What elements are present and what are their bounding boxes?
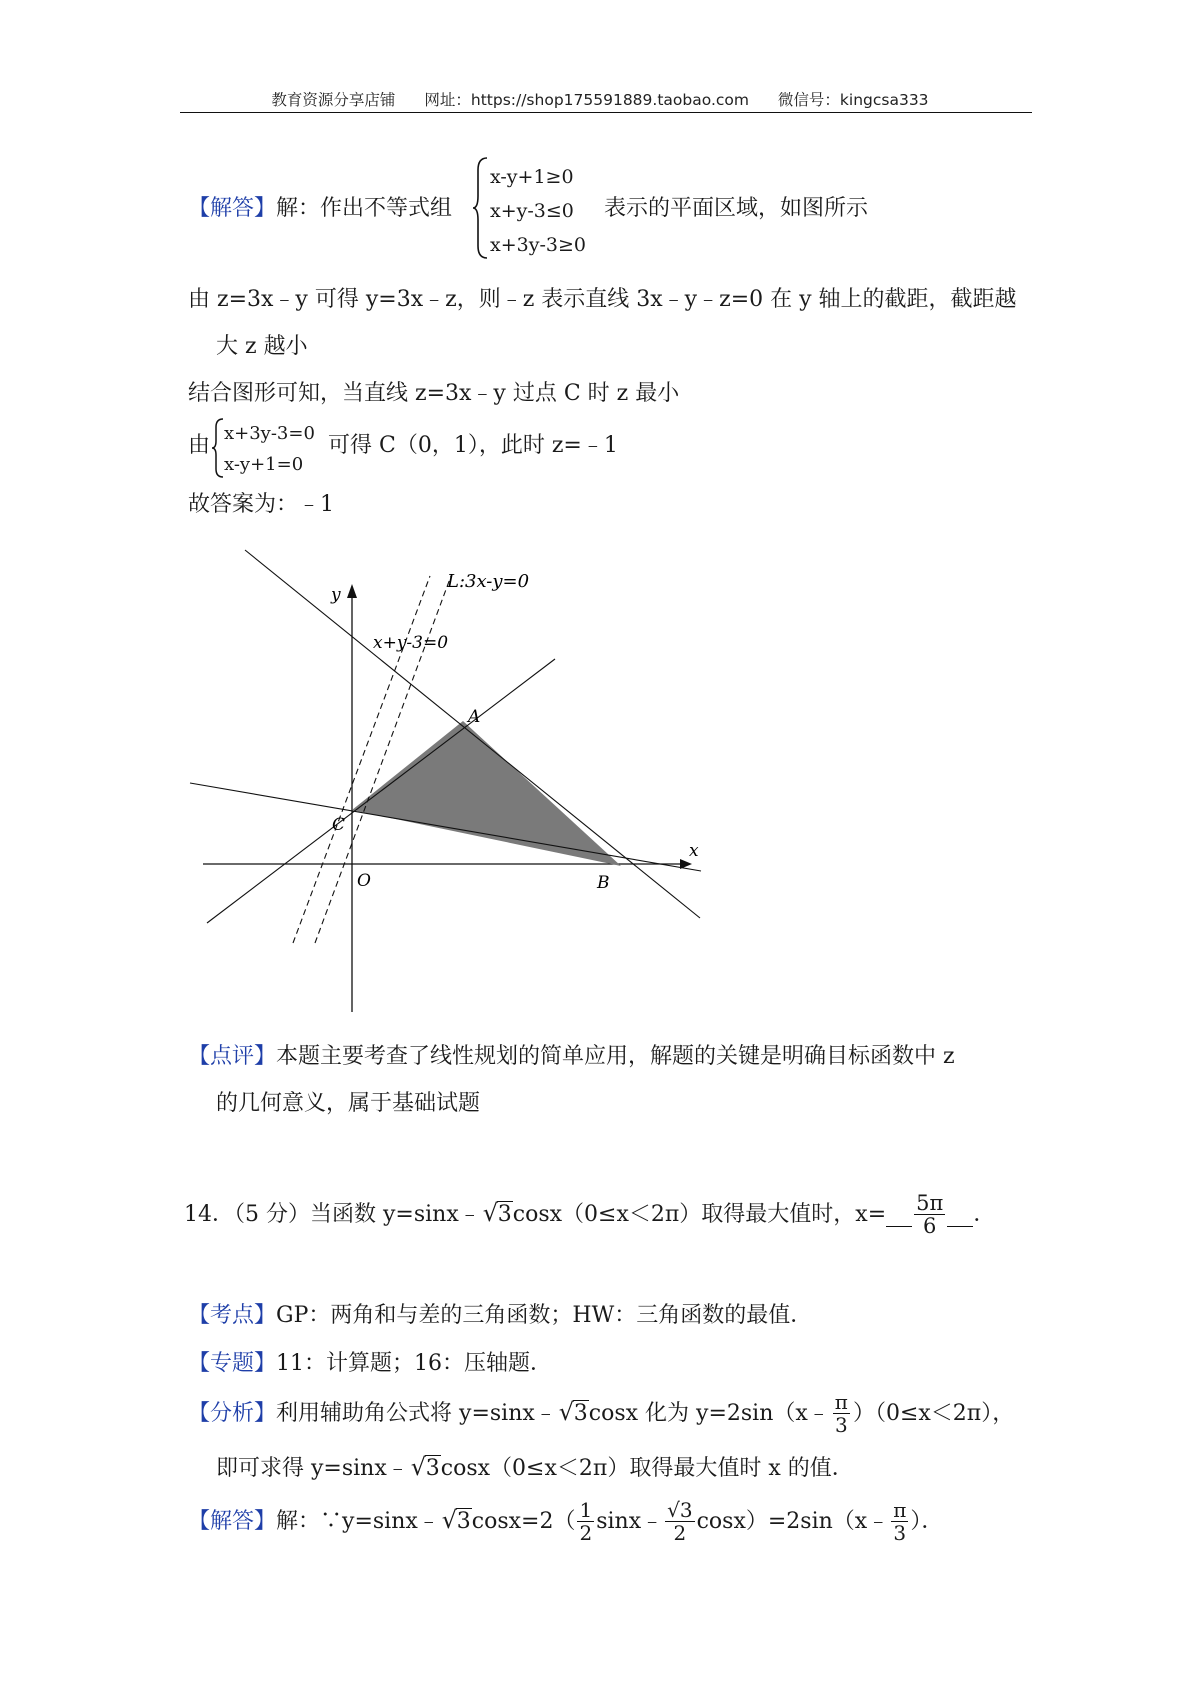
q14-sqrt: 3 — [497, 1202, 512, 1228]
comment-line1 — [188, 1046, 955, 1068]
fenxi-d: 即可求得 y=sinx﹣ — [216, 1456, 409, 1481]
step3-prefix: 由 — [188, 433, 211, 458]
final-answer: 故答案为：﹣1 — [188, 492, 334, 517]
f2-den: 2 — [673, 1521, 687, 1545]
jieda2-tag: 【解答】 — [188, 1509, 277, 1534]
jieda2-e: ）． — [910, 1509, 944, 1534]
fenxi-c: ）（0≤x＜2π）， — [852, 1401, 1015, 1426]
fenxi-tag: 【分析】 — [188, 1401, 277, 1426]
jieda2-c: sinx﹣ — [596, 1509, 664, 1534]
solution-line — [188, 198, 452, 220]
header-shop: 教育资源分享店铺 — [271, 91, 396, 109]
jieda2-b: cosx=2（ — [471, 1509, 576, 1534]
solution-prefix: 解：作出不等式组 — [276, 196, 453, 221]
fenxi-line1 — [188, 1392, 1014, 1436]
step2-line: 结合图形可知，当直线 z=3x﹣y 过点 C 时 z 最小 — [188, 381, 680, 406]
solution-suffix: 表示的平面区域，如图所示 — [604, 196, 869, 221]
comment-text1: 本题主要考查了线性规划的简单应用，解题的关键是明确目标函数中 z — [276, 1044, 955, 1069]
system-brace — [472, 156, 490, 260]
label-point-B: B — [597, 873, 610, 893]
answer-blank-right — [947, 1204, 973, 1227]
fenxi-fraction — [833, 1392, 850, 1436]
page-header — [0, 88, 1200, 110]
fenxi-num: π — [834, 1390, 848, 1414]
fenxi-e: cosx（0≤x＜2π）取得最大值时 x 的值． — [440, 1456, 854, 1481]
answer-den: 6 — [923, 1214, 937, 1239]
kaodian-line — [188, 1305, 812, 1327]
answer-num: 5π — [916, 1191, 944, 1215]
system2-brace — [211, 417, 225, 479]
f3-num: π — [893, 1498, 907, 1522]
f1-den: 2 — [579, 1521, 593, 1545]
fenxi-a: 利用辅助角公式将 y=sinx﹣ — [276, 1401, 557, 1426]
equation-1: x+3y-3=0 — [224, 423, 315, 444]
jieda2-line — [188, 1500, 943, 1544]
equation-2: x-y+1=0 — [224, 454, 304, 475]
fenxi-sqrt2: 3 — [425, 1456, 440, 1481]
q14-after: cosx（0≤x＜2π）取得最大值时，x= — [512, 1202, 887, 1228]
answer-blank-left — [886, 1204, 912, 1227]
step3-suffix: 可得 C（0，1），此时 z=﹣1 — [328, 433, 618, 458]
zhuanti-line — [188, 1353, 552, 1375]
jieda2-a: 解：∵y=sinx﹣ — [276, 1509, 440, 1534]
comment-line2: 的几何意义，属于基础试题 — [216, 1091, 481, 1116]
question-14 — [184, 1192, 995, 1238]
inequality-2: x+y-3≤0 — [490, 200, 574, 222]
jieda2-sqrt: 3 — [456, 1509, 471, 1534]
label-origin: O — [357, 871, 371, 891]
comment-tag: 【点评】 — [188, 1044, 277, 1069]
sqrt-symbol — [411, 1458, 441, 1480]
label-point-A: A — [468, 707, 481, 727]
sqrt-symbol — [483, 1204, 513, 1226]
header-divider — [180, 112, 1032, 113]
feasible-region — [352, 721, 621, 866]
fenxi-line2 — [216, 1458, 854, 1480]
label-axis-x: x — [689, 841, 699, 861]
jieda2-d: cosx）=2sin（x﹣ — [696, 1509, 890, 1534]
label-line-xy: x+y-3=0 — [373, 633, 449, 653]
zhuanti-tag: 【专题】 — [188, 1351, 277, 1376]
header-site: 网址：https://shop175591889.taobao.com — [424, 91, 749, 109]
inequality-3: x+3y-3≥0 — [490, 234, 586, 256]
y-axis-arrow — [347, 584, 357, 598]
f3-den: 3 — [893, 1521, 907, 1545]
label-line-L: L:3x-y=0 — [447, 571, 530, 592]
inequality-1: x-y+1≥0 — [490, 166, 574, 188]
inequality-system — [490, 160, 586, 262]
line-x-plus-y — [245, 550, 700, 918]
q14-end: ． — [973, 1202, 996, 1228]
fenxi-b: cosx 化为 y=2sin（x﹣ — [588, 1401, 830, 1426]
f2-num: √3 — [667, 1498, 693, 1522]
zhuanti-text: 11：计算题；16：压轴题． — [276, 1351, 553, 1376]
kaodian-text: GP：两角和与差的三角函数；HW：三角函数的最值． — [276, 1303, 813, 1328]
label-point-C: C — [332, 815, 346, 835]
fraction-half — [577, 1500, 594, 1544]
step1-line1: 由 z=3x﹣y 可得 y=3x﹣z，则﹣z 表示直线 3x﹣y﹣z=0 在 y 轴上的截距，截距越 — [188, 287, 1017, 312]
kaodian-tag: 【考点】 — [188, 1303, 277, 1328]
label-axis-y: y — [331, 585, 341, 605]
feasible-region-figure — [185, 540, 725, 1020]
sqrt-symbol — [442, 1511, 472, 1533]
fraction-sqrt3-half — [665, 1500, 694, 1544]
equation-system — [224, 418, 315, 480]
q14-number: 14．（5 分）当函数 y=sinx﹣ — [184, 1202, 481, 1228]
header-wechat: 微信号：kingcsa333 — [777, 91, 929, 109]
answer-tag: 【解答】 — [188, 196, 277, 221]
answer-fraction — [914, 1192, 945, 1238]
sqrt-symbol — [559, 1403, 589, 1425]
fraction-pi-third — [891, 1500, 908, 1544]
fenxi-sqrt: 3 — [573, 1401, 588, 1426]
f1-num: 1 — [579, 1498, 593, 1522]
step1-line2: 大 z 越小 — [216, 334, 308, 359]
fenxi-den: 3 — [835, 1413, 848, 1437]
